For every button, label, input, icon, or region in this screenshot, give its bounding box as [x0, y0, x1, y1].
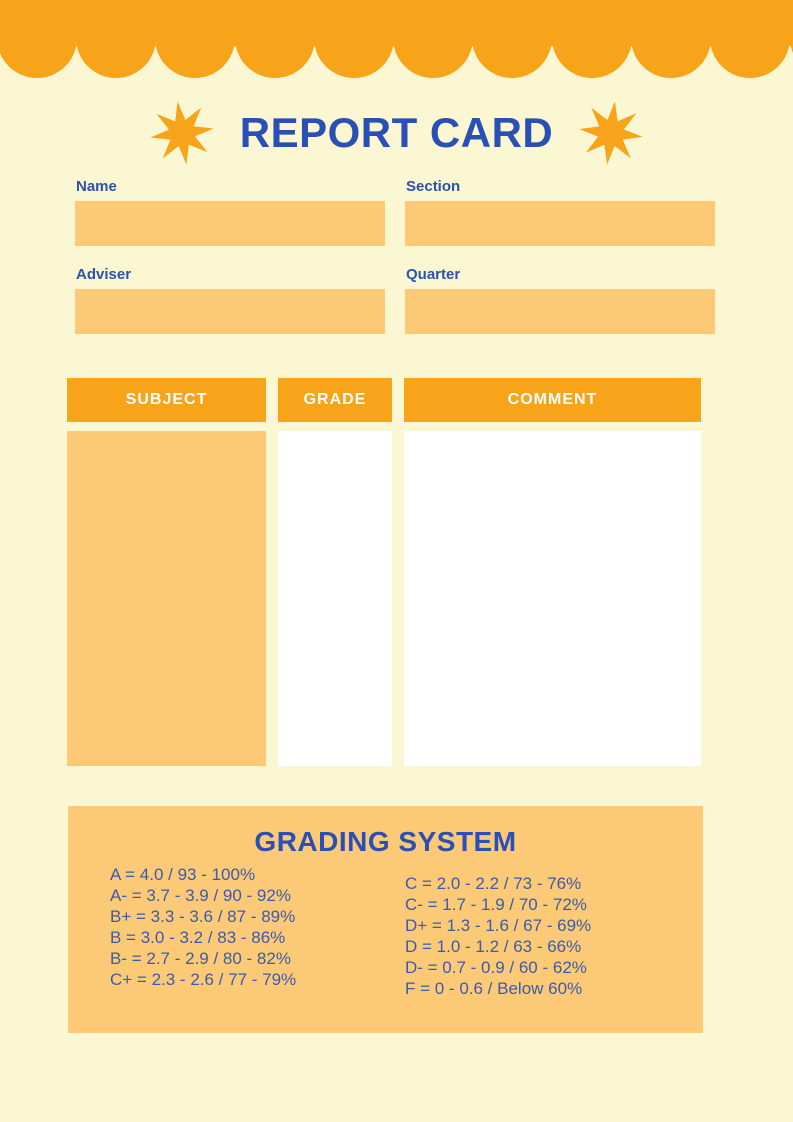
grading-scale-item: B = 3.0 - 3.2 / 83 - 86% [110, 928, 286, 947]
adviser-input[interactable] [75, 289, 385, 334]
comment-column-area[interactable] [404, 431, 701, 766]
grading-scale-right-column [405, 873, 591, 999]
quarter-field-group [405, 266, 715, 334]
section-label: Section [406, 178, 461, 195]
column-header-subject: SUBJECT [67, 378, 266, 422]
section-field-group [405, 178, 715, 246]
page-title: REPORT CARD [239, 109, 554, 156]
name-label: Name [76, 178, 117, 195]
grading-scale-item: C+ = 2.3 - 2.6 / 77 - 79% [110, 970, 297, 989]
grade-column-area[interactable] [278, 431, 392, 766]
quarter-label: Quarter [406, 266, 461, 283]
starburst-icon [575, 94, 647, 171]
grading-scale-item: C = 2.0 - 2.2 / 73 - 76% [405, 874, 582, 893]
grading-scale-item: D+ = 1.3 - 1.6 / 67 - 69% [405, 916, 592, 935]
subject-column-area[interactable] [67, 431, 266, 766]
column-header-comment: COMMENT [404, 378, 701, 422]
grading-scale-item: C- = 1.7 - 1.9 / 70 - 72% [405, 895, 587, 914]
name-field-group [75, 178, 385, 246]
grading-scale-item: B+ = 3.3 - 3.6 / 87 - 89% [110, 907, 296, 926]
starburst-icon [145, 94, 218, 172]
grading-scale-item: B- = 2.7 - 2.9 / 80 - 82% [110, 949, 291, 968]
grading-scale-item: D = 1.0 - 1.2 / 63 - 66% [405, 937, 582, 956]
grading-scale-item: F = 0 - 0.6 / Below 60% [405, 979, 583, 998]
page-title-row [0, 96, 793, 170]
grades-table [67, 378, 701, 766]
grading-scale-item: A = 4.0 / 93 - 100% [110, 865, 256, 884]
quarter-input[interactable] [405, 289, 715, 334]
grading-scale-left-column [110, 864, 296, 990]
column-header-grade: GRADE [278, 378, 392, 422]
grading-scale-item: A- = 3.7 - 3.9 / 90 - 92% [110, 886, 291, 905]
grading-system-title: GRADING SYSTEM [254, 826, 517, 857]
grading-system-panel [68, 806, 703, 1033]
section-input[interactable] [405, 201, 715, 246]
scallop-border-top [0, 0, 793, 79]
name-input[interactable] [75, 201, 385, 246]
adviser-field-group [75, 266, 385, 334]
adviser-label: Adviser [76, 266, 132, 283]
student-info-form [75, 178, 715, 334]
grading-scale-item: D- = 0.7 - 0.9 / 60 - 62% [405, 958, 587, 977]
